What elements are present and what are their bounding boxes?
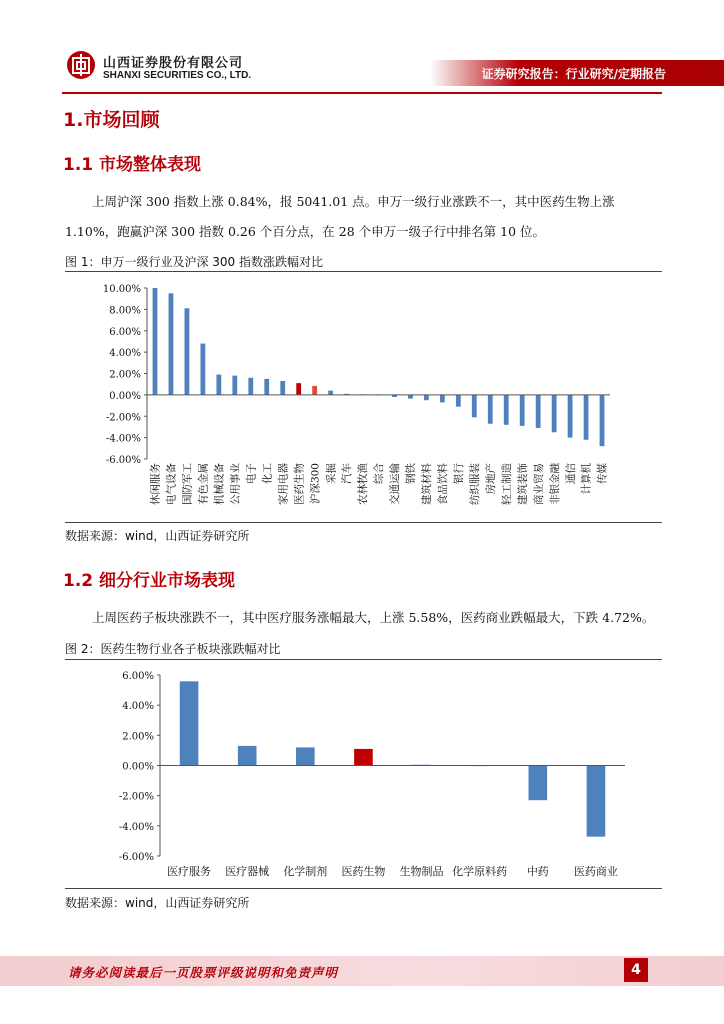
disclaimer-text: 请务必阅读最后一页股票评级说明和免责声明 [68,965,339,980]
figure-bottom-rule [65,888,662,889]
bar [456,395,461,407]
x-tick-label: 化工 [261,463,274,484]
x-tick-label: 医药生物 [341,865,386,878]
bar [185,308,190,395]
page-number: 4 [624,958,648,982]
bar [536,395,541,428]
x-tick-label: 交通运输 [389,463,402,505]
x-tick-label: 有色金属 [197,463,210,505]
x-tick-label: 公用事业 [229,463,242,505]
y-tick-label: 6.00% [109,326,141,338]
x-tick-label: 生物制品 [399,865,444,878]
bar [552,395,557,432]
pharma-subsector-chart [65,662,685,884]
bar [312,386,317,395]
bar [232,376,237,395]
x-tick-label: 休闲服务 [149,463,162,505]
x-tick-label: 家用电器 [277,463,290,505]
bar [169,293,174,395]
y-tick-label: 2.00% [122,731,154,743]
bar [584,395,589,440]
x-tick-label: 银行 [453,463,466,484]
y-tick-label: -2.00% [105,412,141,424]
x-tick-label: 农林牧渔 [357,463,370,505]
x-tick-label: 电子 [245,463,258,484]
bar [200,344,205,395]
x-tick-label: 中药 [526,865,549,878]
figure-bottom-rule [65,522,662,523]
bar [264,379,269,395]
x-tick-label: 食品饮料 [437,463,450,505]
data-source: 数据来源：wind，山西证券研究所 [65,529,250,543]
bar [280,381,285,395]
page-header [0,0,724,92]
x-tick-label: 国防军工 [181,463,194,505]
x-tick-label: 化学原料药 [452,865,508,878]
bar [520,395,525,426]
x-tick-label: 商业贸易 [532,462,545,505]
bar [568,395,573,438]
y-tick-label: 2.00% [109,369,141,381]
x-tick-label: 医药商业 [573,865,618,878]
header-divider [62,92,662,94]
y-tick-label: -4.00% [105,433,141,445]
subsection-title: 1.1 市场整体表现 [63,155,202,175]
x-tick-label: 机械设备 [213,463,226,505]
bar [600,395,605,446]
bar [328,391,333,395]
bar [529,766,548,801]
x-tick-label: 计算机 [580,463,593,495]
bar [180,681,199,765]
report-type-label: 证券研究报告：行业研究/定期报告 [481,67,666,81]
figure-title: 图 1：申万一级行业及沪深 300 指数涨跌幅对比 [65,255,323,269]
x-tick-label: 通信 [564,462,577,484]
x-tick-label: 建筑材料 [421,463,434,505]
y-tick-label: -4.00% [118,821,154,833]
x-tick-label: 医药生物 [293,463,306,505]
bar [440,395,445,402]
paragraph: 上周沪深 300 指数上涨 0.84%，报 5041.01 点。申万一级行业涨跌不一，其中医药生物上涨 1.10%，跑赢沪深 300 指数 0.26 个百分点，在 28 个申万一级子行中排名第 10 位。 [65,194,615,239]
figure-title: 图 2：医药生物行业各子板块涨跌幅对比 [65,642,281,656]
bar [587,766,606,837]
x-tick-label: 建筑装饰 [516,463,529,505]
x-tick-label: 医疗器械 [225,865,270,878]
y-tick-label: -6.00% [105,455,141,466]
x-tick-label: 房地产 [484,463,497,495]
x-tick-label: 沪深300 [309,463,322,505]
y-tick-label: 10.00% [102,284,141,295]
paragraph: 上周医药子板块涨跌不一，其中医疗服务涨幅最大，上涨 5.58%，医药商业跌幅最大，下跌 4.72%。 [92,610,655,625]
bar [408,395,413,399]
y-tick-label: 4.00% [109,348,141,360]
bar [216,375,221,395]
y-tick-label: 0.00% [122,761,154,773]
bar [238,746,257,766]
bar [296,383,301,395]
y-tick-label: 8.00% [109,305,141,317]
y-tick-label: 4.00% [122,701,154,713]
x-tick-label: 钢铁 [405,463,418,484]
bar [248,378,253,395]
x-tick-label: 汽车 [341,463,354,484]
y-tick-label: -2.00% [118,791,154,803]
x-tick-label: 纺织服装 [468,463,481,505]
y-tick-label: 0.00% [109,390,141,402]
y-tick-label: 6.00% [122,671,154,682]
data-source: 数据来源：wind，山西证券研究所 [65,896,250,910]
x-tick-label: 电气设备 [165,463,178,505]
x-tick-label: 非银金融 [548,463,561,506]
section-title: 1.市场回顾 [63,109,160,131]
report-type-band [430,60,724,86]
bar [472,395,477,417]
bar [488,395,493,424]
company-name-cn: 山西证券股份有限公司 [103,56,244,71]
company-logo-icon [66,50,96,80]
figure-top-rule [65,271,662,272]
y-tick-label: -6.00% [118,852,154,863]
subsection-title: 1.2 细分行业市场表现 [63,571,236,591]
industry-returns-chart [65,274,662,520]
figure-top-rule [65,659,662,660]
x-tick-label: 轻工制造 [500,463,513,505]
x-tick-label: 化学制剂 [283,865,328,878]
company-name-en: SHANXI SECURITIES CO., LTD. [103,70,252,81]
x-tick-label: 综合 [373,463,386,484]
x-tick-label: 医疗服务 [167,865,212,878]
bar [354,749,373,766]
bar [424,395,429,400]
x-tick-label: 传媒 [596,463,609,484]
bar [504,395,509,425]
bar [296,747,315,765]
bar [153,288,158,395]
x-tick-label: 采掘 [325,463,338,484]
